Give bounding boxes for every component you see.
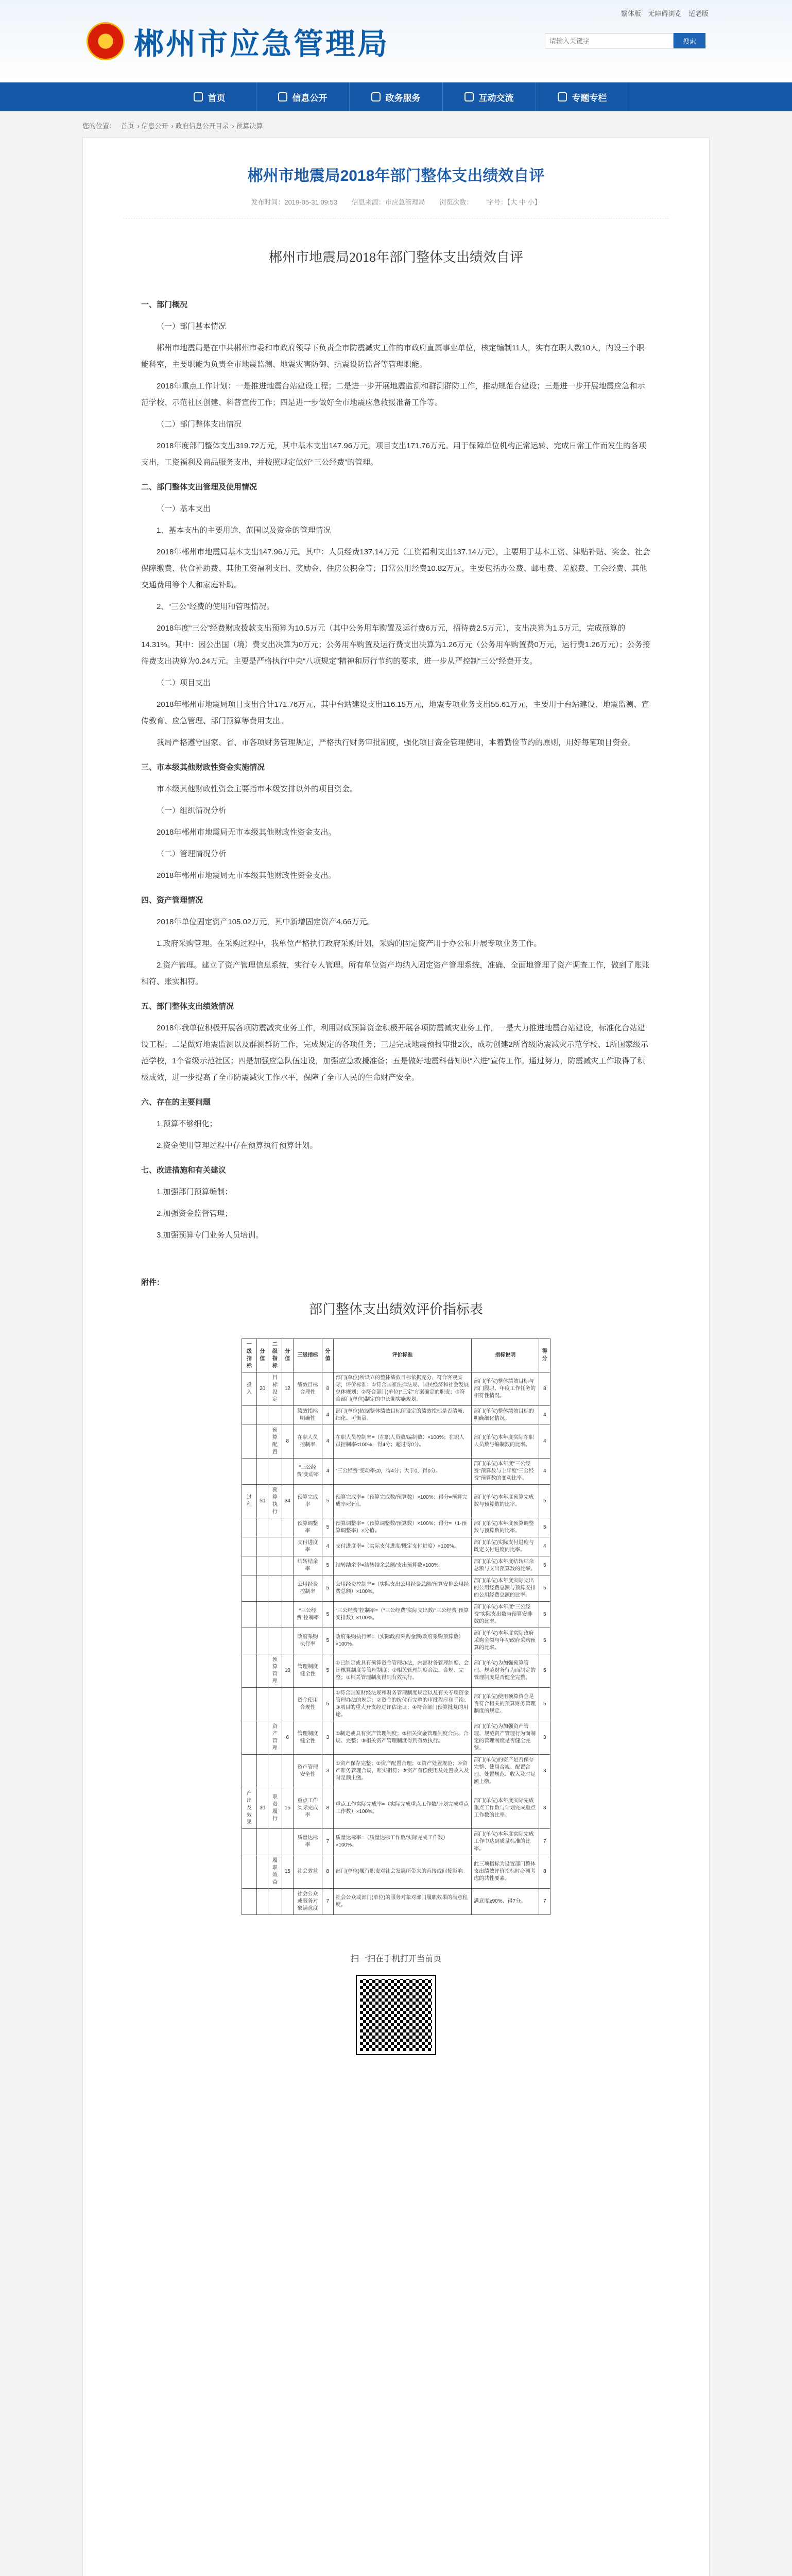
publish-date: 发布时间：2019-05-31 09:53 [251,198,337,206]
table-cell: 履职效益 [268,1855,282,1889]
table-row [242,1755,550,1788]
nav-interaction[interactable] [443,82,536,111]
paragraph: 我局严格遵守国家、省、市各项财务管理规定，严格执行财务审批制度，强化项目资金管理使用，本着勤俭节约的原则，用好每笔项目资金。 [157,738,636,747]
table-cell [268,1829,282,1855]
table-cell [282,1537,293,1556]
top-links [616,8,709,18]
home-icon [194,92,203,101]
table-cell: 部门(单位)整体绩效目标与部门履职、年度工作任务的相符性情况。 [472,1372,539,1406]
table-cell: 部门(单位)本年度预算完成数与预算数的比率。 [472,1485,539,1518]
table-cell [268,1602,282,1628]
table-cell: 管理制度健全性 [293,1654,322,1688]
paragraph: 2、“三公”经费的使用和管理情况。 [157,602,274,611]
table-cell: 5 [539,1556,550,1575]
paragraph: 2018年重点工作计划：一是推进地震台站建设工程；二是进一步开展地震监测和群测群防工作，推动规范台建设；三是进一步开展地震应急和示范学校、示范社区创建、科普宣传工作；四是进一步做好全市地震应急救援准备工作等。 [141,382,645,407]
table-cell: 5 [539,1628,550,1654]
table-cell [256,1889,268,1915]
table-cell [282,1889,293,1915]
table-cell: “三公经费”控制率 [293,1602,322,1628]
table-cell [242,1688,257,1721]
table-cell [282,1755,293,1788]
table-cell: 5 [322,1628,333,1654]
table-header-row [242,1339,550,1372]
table-cell [282,1518,293,1537]
top-link-elderly[interactable]: 适老版 [688,10,709,18]
table-title: 部门整体支出绩效评价指标表 [308,1302,483,1317]
article-title: 郴州市地震局2018年部门整体支出绩效自评 [247,167,545,184]
table-header-cell: 评价标准 [333,1339,472,1372]
table-cell [268,1518,282,1537]
section-heading: 三、市本级其他财政性资金实施情况 [141,763,265,772]
section-heading: 七、改进措施和有关建议 [141,1166,227,1175]
site-name: 郴州市应急管理局 [134,27,390,61]
service-icon [371,92,381,101]
table-cell: 5 [322,1602,333,1628]
table-cell: 此三项指标为设置部门整体支出绩效评价指标时必须考虑的共性要素。 [472,1855,539,1889]
table-cell: 预算调整率=（预算调整数/预算数）×100%；得分=（1-预算调整率）×分值。 [333,1518,472,1537]
table-cell: 绩效目标合理性 [293,1372,322,1406]
table-cell: 产出及效果 [242,1788,257,1829]
table-cell: 5 [539,1575,550,1602]
section-heading: （一）组织情况分析 [157,806,227,815]
table-cell [256,1855,268,1889]
table-cell [242,1829,257,1855]
table-cell [268,1406,282,1425]
qr-block [141,1951,651,2054]
table-cell: 15 [282,1855,293,1889]
breadcrumb-budget[interactable]: 预算决算 [236,122,263,130]
table-cell: 支付进度率 [293,1537,322,1556]
table-cell: 30 [256,1788,268,1829]
paragraph: 2018年我单位积极开展各项防震减灾业务工作，利用财政预算资金积极开展各项防震减灾业务工作，一是大力推进地震台站建设，标准化台站建设工程；二是做好地震监测以及群测群防工作，完成规定的各项任务；三是完成地震预报审批2次，成功创建2所省级防震减灾示范学校、1所国家级示范学校，1个省级示范社区；四是加强应急队伍建设，加强应急救援准备；五是做好地震科普知识“六进”宣传工作。通过努力，防震减灾工作取得了积极成效，进一步提高了全市防震减灾工作水平，保障了全市人民的生命财产安全。 [141,1024,649,1082]
table-cell: ①资产保存完整；②资产配置合理；③资产处置规范；④资产账务管理合规，账实相符；⑤资产有偿使用及处置收入及时足额上缴。 [333,1755,472,1788]
table-cell: 8 [539,1788,550,1829]
table-cell: 8 [322,1372,333,1406]
table-cell: 结转结余率=结转结余总额/支出预算数×100%。 [333,1556,472,1575]
table-cell: 部门(单位)本年度结转结余总额与支出预算数的比率。 [472,1556,539,1575]
top-link-accessible[interactable]: 无障碍浏览 [648,10,682,18]
table-row [242,1788,550,1829]
nav-home[interactable] [163,82,256,111]
table-cell: 部门(单位)本年度“三公经费”预算数与上年度“三公经费”预算数的变动比率。 [472,1459,539,1485]
table-cell [242,1459,257,1485]
performance-table [242,1338,550,1915]
main-nav [0,82,792,111]
search-box [545,33,705,48]
paragraph: 2018年郴州市地震局无市本级其他财政性资金支出。 [157,871,336,880]
table-cell: 5 [322,1654,333,1688]
table-header-cell: 二级指标 [268,1339,282,1372]
table-cell: 5 [539,1654,550,1688]
table-cell [242,1575,257,1602]
table-cell: 重点工作实际完成率=（实际完成重点工作数/计划完成重点工作数）×100%。 [333,1788,472,1829]
table-cell [256,1602,268,1628]
table-cell: 5 [322,1518,333,1537]
qr-label: 扫一扫在手机打开当前页 [350,1955,441,1963]
table-header-cell: 三级指标 [293,1339,322,1372]
table-cell: ①制定或具有资产管理制度；②相关资金管理制度合法、合规、完整；③相关资产管理制度得到有效执行。 [333,1721,472,1755]
table-row [242,1485,550,1518]
section-heading: 一、部门概况 [141,300,188,309]
annex-label: 附件： [141,1278,165,1287]
table-cell [282,1406,293,1425]
table-cell: 满意度≥90%，得7分。 [472,1889,539,1915]
font-size-switch[interactable]: 字号：【大 中 小】 [487,198,541,206]
document-title: 郴州市地震局2018年部门整体支出绩效自评 [268,250,523,265]
table-row [242,1654,550,1688]
table-cell [256,1425,268,1459]
table-cell: 5 [539,1688,550,1721]
table-cell: 预算调整率 [293,1518,322,1537]
table-cell: 15 [282,1788,293,1829]
paragraph: 2.资金使用管理过程中存在预算执行预算计划。 [157,1141,318,1150]
table-cell: 过程 [242,1485,257,1518]
table-cell: 投入 [242,1372,257,1406]
section-heading: 四、资产管理情况 [141,896,203,905]
nav-label: 首页 [208,93,226,103]
paragraph: 3.加强预算专门业务人员培训。 [157,1231,264,1240]
table-cell: 4 [322,1425,333,1459]
table-row [242,1372,550,1406]
table-cell: 政府采购执行率 [293,1628,322,1654]
section-heading: （一）部门基本情况 [157,322,227,331]
table-cell [256,1829,268,1855]
table-header-cell: 得分 [539,1339,550,1372]
table-cell: 10 [282,1654,293,1688]
table-cell [242,1721,257,1755]
table-cell [256,1518,268,1537]
paragraph: 2.资产管理。建立了资产管理信息系统，实行专人管理。所有单位资产均纳入固定资产管理系统，准确、全面地管理了资产调查工作，做到了账账相符、账实相符。 [141,961,650,986]
table-cell: 7 [322,1829,333,1855]
table-cell [282,1459,293,1485]
table-cell: 3 [322,1755,333,1788]
paragraph: 1.政府采购管理。在采购过程中，我单位严格执行政府采购计划，采购的固定资产用于办公和开展专项业务工作。 [157,939,542,948]
table-row [242,1721,550,1755]
table-row [242,1518,550,1537]
table-cell: 部门(单位)依据整体绩效目标所设定的绩效指标是否清晰、细化、可衡量。 [333,1406,472,1425]
table-cell: ①已制定或具有预算资金管理办法，内部财务管理制度、会计核算制度等管理制度；②相关管理制度合法、合规、完整；③相关管理制度得到有效执行。 [333,1654,472,1688]
site-logo[interactable] [87,20,389,63]
table-cell: 在职人员控制率 [293,1425,322,1459]
article-body [141,249,651,2054]
table-row [242,1406,550,1425]
table-cell: 部门(单位)使用预算资金是否符合相关的预算财务管理制度的规定。 [472,1688,539,1721]
table-cell: “三公经费”变动率 [293,1459,322,1485]
table-cell: 部门(单位)本年度实际完成重点工作数与计划完成重点工作数的比率。 [472,1788,539,1829]
paragraph: 2018年度“三公”经费财政拨款支出预算为10.5万元（其中公务用车购置及运行费6万元，招待费2.5万元），支出决算为1.5万元，完成预算的14.31%。其中：因公出国（境）费支出决算为0万元；公务用车购置及运行费支出决算为1.26万元（公务用车购置费0万元，运行费1.26万元）；公务接待费支出决算为0.24万元。主要是严格执行中央“八项规定”精神和厉行节约的要求，进一步从严控制“三公”经费开支。 [141,624,650,666]
article-sections [141,297,651,1244]
paragraph: 2018年郴州市地震局基本支出147.96万元。其中：人员经费137.14万元（工资福利支出137.14万元），主要用于基本工资、津贴补贴、奖金、社会保障缴费、伙食补助费、其他工资福利支出、奖励金、住房公积金等；日常公用经费10.82万元，主要包括办公费、邮电费、差旅费、工会经费、其他交通费用等个人和家庭补助。 [141,548,650,589]
table-cell: 社会公众或部门(单位)的服务对象对部门履职效果的满意程度。 [333,1889,472,1915]
table-cell: 5 [322,1485,333,1518]
section-heading: （二）部门整体支出情况 [157,420,242,429]
table-header-cell: 分值 [282,1339,293,1372]
table-cell [242,1654,257,1688]
section-heading: （二）项目支出 [157,679,211,687]
table-cell [268,1688,282,1721]
table-cell: 部门(单位)所设立的整体绩效目标依据充分，符合客观实际，评价标准：①符合国家法律法规、国民经济和社会发展总体规划；②符合部门(单位)“三定”方案确定的职责；③符合部门(单位)制定的中长期实施规划。 [333,1372,472,1406]
breadcrumb-info[interactable]: 信息公开 [141,122,168,130]
table-cell: 5 [322,1556,333,1575]
paragraph: 2018年度部门整体支出319.72万元，其中基本支出147.96万元，项目支出171.76万元。用于保障单位机构正常运转、完成日常工作而发生的各项支出，工资福利及商品服务支出，并按照规定做好“三公经费”的管理。 [141,442,647,467]
chat-icon [464,92,474,101]
table-cell [242,1556,257,1575]
table-cell: 3 [539,1721,550,1755]
table-cell: 8 [539,1855,550,1889]
table-cell: 5 [322,1688,333,1721]
search-input[interactable] [545,33,674,48]
table-cell [256,1654,268,1688]
table-cell [268,1755,282,1788]
header [0,0,792,82]
table-row [242,1855,550,1889]
breadcrumb: 您的位置： 首页 › 信息公开 › 政府信息公开目录 › 预算决算 [82,122,263,130]
table-cell: 7 [539,1889,550,1915]
qr-code-image [357,1976,435,2054]
table-cell: 部门(单位)本年度实际完成工作中达到质量标准的比率。 [472,1829,539,1855]
table-cell: 5 [539,1485,550,1518]
table-cell: 公用经费控制率 [293,1575,322,1602]
table-cell [256,1537,268,1556]
table-cell: 在职人员控制率=（在职人员数/编制数）×100%；在职人员控制率≤100%，得4分；超过得0分。 [333,1425,472,1459]
table-cell: 8 [539,1372,550,1406]
table-cell [268,1556,282,1575]
table-cell: 20 [256,1372,268,1406]
breadcrumb-home[interactable]: 首页 [120,122,134,130]
table-cell: 部门(单位)履行职责对社会发展所带来的直接或间接影响。 [333,1855,472,1889]
table-cell: 预算执行 [268,1485,282,1518]
nav-label: 政务服务 [385,93,421,103]
table-cell: 部门(单位)本年度预算调整数与预算数的比率。 [472,1518,539,1537]
table-cell [256,1459,268,1485]
table-cell: 部门(单位)为加强资产管理、规范资产管理行为而制定的管理制度是否健全完整。 [472,1721,539,1755]
table-cell: 绩效指标明确性 [293,1406,322,1425]
table-cell [256,1575,268,1602]
table-cell: 3 [539,1755,550,1788]
table-cell [268,1537,282,1556]
table-cell: 4 [322,1406,333,1425]
table-row [242,1556,550,1575]
view-count: 浏览次数： [439,198,473,206]
table-cell: 部门(单位)为加强预算管理、规范财务行为而制定的管理制度是否健全完整。 [472,1654,539,1688]
table-cell: “三公经费”变动率≤0，得4分；大于0，得0分。 [333,1459,472,1485]
table-cell: 部门(单位)实际支付进度与既定支付进度的比率。 [472,1537,539,1556]
table-row [242,1688,550,1721]
table-row [242,1889,550,1915]
table-cell: 5 [539,1602,550,1628]
table-cell: 预算完成率 [293,1485,322,1518]
table-cell [282,1602,293,1628]
table-cell: 部门(单位)的资产是否保存完整、使用合规、配置合理、处置规范、收入及时足额上缴。 [472,1755,539,1788]
section-heading: （一）基本支出 [157,504,211,513]
info-icon [278,92,287,101]
table-cell: 质量达标率=（质量达标工作数/实际完成工作数）×100%。 [333,1829,472,1855]
table-cell [256,1556,268,1575]
table-cell: 4 [322,1459,333,1485]
table-cell [242,1755,257,1788]
table-cell: 6 [282,1721,293,1755]
table-cell: ①符合国家财经法规和财务管理制度规定以及有关专项资金管理办法的规定；②资金的拨付有完整的审批程序和手续；③项目的重大开支经过评估论证；④符合部门预算批复的用途。 [333,1688,472,1721]
table-cell [282,1829,293,1855]
table-cell: 政府采购执行率=（实际政府采购金额/政府采购预算数）×100%。 [333,1628,472,1654]
table-cell: 部门(单位)本年度实际政府采购金额与年初政府采购预算的比率。 [472,1628,539,1654]
section-heading: 二、部门整体支出管理及使用情况 [141,483,257,492]
table-cell: 资产管理安全性 [293,1755,322,1788]
table-cell: 4 [539,1425,550,1459]
table-cell [282,1556,293,1575]
table-body [242,1372,550,1915]
section-heading: （二）管理情况分析 [157,850,227,858]
nav-service[interactable] [350,82,443,111]
table-cell [268,1459,282,1485]
table-row [242,1829,550,1855]
table-cell: 50 [256,1485,268,1518]
table-cell: 4 [539,1459,550,1485]
table-cell [256,1721,268,1755]
search-button[interactable]: 搜索 [674,33,705,48]
table-cell [242,1537,257,1556]
article-source: 信息来源：市应急管理局 [351,198,425,206]
table-cell: 8 [322,1788,333,1829]
table-cell: 8 [282,1425,293,1459]
table-cell: 质量达标率 [293,1829,322,1855]
table-cell: 4 [539,1537,550,1556]
nav-label: 专题专栏 [572,93,607,103]
table-header-cell: 一级指标 [242,1339,257,1372]
paragraph: 1、基本支出的主要用途、范围以及资金的管理情况 [157,526,331,535]
table-cell: 12 [282,1372,293,1406]
table-cell: 社会公众或服务对象满意度 [293,1889,322,1915]
table-cell: 5 [539,1518,550,1537]
table-header-cell: 分值 [256,1339,268,1372]
table-cell: 社会效益 [293,1855,322,1889]
table-cell [242,1406,257,1425]
table-cell [242,1889,257,1915]
section-heading: 五、部门整体支出绩效情况 [141,1002,234,1011]
paragraph: 2018年单位固定资产105.02万元，其中新增固定资产4.66万元。 [157,918,375,926]
table-cell [242,1855,257,1889]
table-row [242,1537,550,1556]
table-cell: 重点工作实际完成率 [293,1788,322,1829]
table-row [242,1425,550,1459]
table-cell: 公用经费控制率=（实际支出公用经费总额/预算安排公用经费总额）×100%。 [333,1575,472,1602]
nav-label: 互动交流 [478,93,514,103]
table-row [242,1602,550,1628]
breadcrumb-catalog[interactable]: 政府信息公开目录 [175,122,229,130]
paragraph: 郴州市地震局是在中共郴州市委和市政府领导下负责全市防震减灾工作的市政府直属事业单位，核定编制11人，实有在职人数10人，内设三个职能科室，主要职能为负责全市地震监测、地震灾害防御、抗震设防监督等管理职能。 [141,344,645,369]
table-cell [268,1575,282,1602]
table-cell [282,1688,293,1721]
table-cell: 部门(单位)本年度“三公经费”实际支出数与预算安排数的比率。 [472,1602,539,1628]
table-cell [268,1628,282,1654]
paragraph: 2018年郴州市地震局项目支出合计171.76万元，其中台站建设支出116.15万元，地震专项业务支出55.61万元，主要用于台站建设、地震监测、宣传教育、应急管理、部门预算等费用支出。 [141,700,649,725]
table-cell: “三公经费”控制率=（“三公经费”实际支出数/“三公经费”预算安排数）×100%。 [333,1602,472,1628]
nav-label: 信息公开 [292,93,328,103]
table-cell: 结转结余率 [293,1556,322,1575]
table-cell [256,1628,268,1654]
breadcrumb-prefix: 您的位置： [82,122,116,130]
table-cell [256,1688,268,1721]
table-cell [282,1575,293,1602]
nav-topics[interactable] [536,82,629,111]
section-heading: 六、存在的主要问题 [141,1098,211,1107]
table-cell [242,1602,257,1628]
table-row [242,1459,550,1485]
table-header-cell: 指标说明 [472,1339,539,1372]
paragraph: 1.加强部门预算编制； [157,1188,233,1196]
table-row [242,1575,550,1602]
table-cell: 资产管理 [268,1721,282,1755]
paragraph: 2.加强资金监督管理； [157,1209,233,1218]
table-cell [242,1518,257,1537]
emblem-icon [87,22,125,60]
table-cell [242,1425,257,1459]
table-cell: 管理制度健全性 [293,1721,322,1755]
article-meta [123,197,669,218]
table-cell [242,1628,257,1654]
table-cell: 职责履行 [268,1788,282,1829]
table-cell: 支付进度率=（实际支付进度/既定支付进度）×100%。 [333,1537,472,1556]
table-cell: 资金使用合规性 [293,1688,322,1721]
table-cell [256,1755,268,1788]
table-cell: 7 [322,1889,333,1915]
table-cell: 部门(单位)本年度实际支出的公用经费总额与预算安排的公用经费总额的比率。 [472,1575,539,1602]
top-link-traditional[interactable]: 繁体版 [621,10,641,18]
table-cell: 部门(单位)整体绩效目标的明确细化情况。 [472,1406,539,1425]
paragraph: 2018年郴州市地震局无市本级其他财政性资金支出。 [157,828,336,837]
table-cell: 目标设定 [268,1372,282,1406]
topic-icon [558,92,567,101]
paragraph: 市本级其他财政性资金主要指市本级安排以外的项目资金。 [157,785,358,793]
table-cell: 7 [539,1829,550,1855]
table-header-cell: 分值 [322,1339,333,1372]
table-cell [268,1889,282,1915]
table-cell: 预算完成率=（预算完成数/预算数）×100%；得分=预算完成率×分值。 [333,1485,472,1518]
paragraph: 1.预算不够细化； [157,1120,217,1128]
table-cell: 8 [322,1855,333,1889]
table-cell: 3 [322,1721,333,1755]
nav-info[interactable] [256,82,350,111]
table-cell: 预算配置 [268,1425,282,1459]
table-cell: 4 [322,1537,333,1556]
table-row [242,1628,550,1654]
table-cell: 5 [322,1575,333,1602]
table-cell [256,1406,268,1425]
table-cell [282,1628,293,1654]
article-container [82,138,710,2576]
table-cell: 4 [539,1406,550,1425]
table-cell: 部门(单位)本年度实际在职人员数与编制数的比率。 [472,1425,539,1459]
table-cell: 34 [282,1485,293,1518]
table-cell: 预算管理 [268,1654,282,1688]
